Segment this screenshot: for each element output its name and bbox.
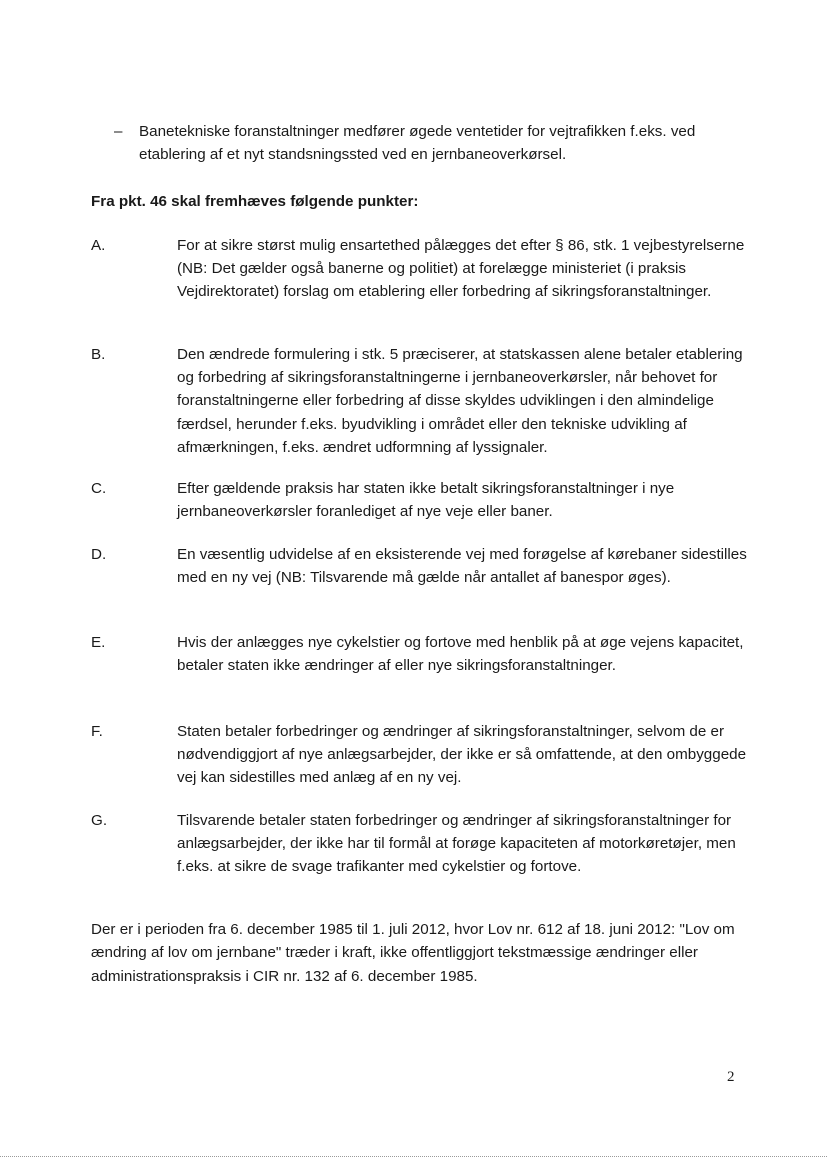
point-f	[91, 720, 751, 790]
point-d	[91, 543, 751, 589]
point-text: For at sikre størst mulig ensartethed pålægges det efter § 86, stk. 1 vejbestyrelserne (NB: Det gælder også banerne og politiet) at forelægge ministeriet (i praksis Vejdirektoratet) forslag om etablering eller forbedring af sikringsforanstaltninger.	[177, 237, 745, 301]
point-letter: C.	[91, 480, 107, 497]
point-text: Staten betaler forbedringer og ændringer af sikringsforanstaltninger, selvom de er nødvendiggjort af nye anlægsarbejder, der ikke er så omfattende, at den ombyggede vej kan sidestilles med anlæg af en ny vej.	[177, 723, 747, 787]
point-letter: E.	[91, 634, 106, 651]
point-text: Efter gældende praksis har staten ikke betalt sikringsforanstaltninger i nye jernbaneoverkørsler foranlediget af nye veje eller baner.	[177, 480, 675, 521]
point-letter: F.	[91, 723, 103, 740]
closing-paragraph: Der er i perioden fra 6. december 1985 til 1. juli 2012, hvor Lov nr. 612 af 18. juni 2012: "Lov om ændring af lov om jernbane" træder i kraft, ikke offentliggjort tekstmæssige ændringer eller administrationspraksis i CIR nr. 132 af 6. december 1985.	[91, 921, 735, 985]
footer-divider	[0, 1156, 827, 1157]
intro-bullet	[114, 120, 754, 166]
point-g	[91, 809, 751, 879]
point-text: Tilsvarende betaler staten forbedringer og ændringer af sikringsforanstaltninger for anlægsarbejder, der ikke har til formål at forøge kapaciteten af motorkøretøjer, men f.eks. at sikre de svage trafikanter med cykelstier og fortove.	[177, 812, 736, 876]
point-letter: B.	[91, 346, 106, 363]
point-text: Den ændrede formulering i stk. 5 præciserer, at statskassen alene betaler etablering og forbedring af sikringsforanstaltningerne i jernbaneoverkørsler, når behovet for foranstaltningerne eller forbedring af disse skyldes udviklingen i den almindelige færdsel, herunder f.eks. byudvikling i området eller den tekniske udvikling af afmærkningen, f.eks. ændret udformning af lyssignaler.	[177, 346, 743, 456]
point-text: En væsentlig udvidelse af en eksisterende vej med forøgelse af kørebaner sidestilles med en ny vej (NB: Tilsvarende må gælde når antallet af banespor øges).	[177, 546, 747, 587]
point-letter: D.	[91, 546, 107, 563]
point-a	[91, 234, 751, 304]
point-b	[91, 343, 751, 459]
point-e	[91, 631, 751, 677]
point-letter: A.	[91, 237, 106, 254]
intro-bullet-text: Banetekniske foranstaltninger medfører øgede ventetider for vejtrafikken f.eks. ved etablering af et nyt standsningssted ved en jernbaneoverkørsel.	[139, 123, 696, 163]
point-letter: G.	[91, 812, 108, 829]
page-number: 2	[727, 1069, 735, 1085]
section-heading: Fra pkt. 46 skal fremhæves følgende punkter:	[91, 193, 419, 210]
point-text: Hvis der anlægges nye cykelstier og fortove med henblik på at øge vejens kapacitet, betaler staten ikke ændringer af eller nye sikringsforanstaltninger.	[177, 634, 744, 675]
bullet-dash: –	[114, 123, 123, 140]
point-c	[91, 477, 751, 523]
